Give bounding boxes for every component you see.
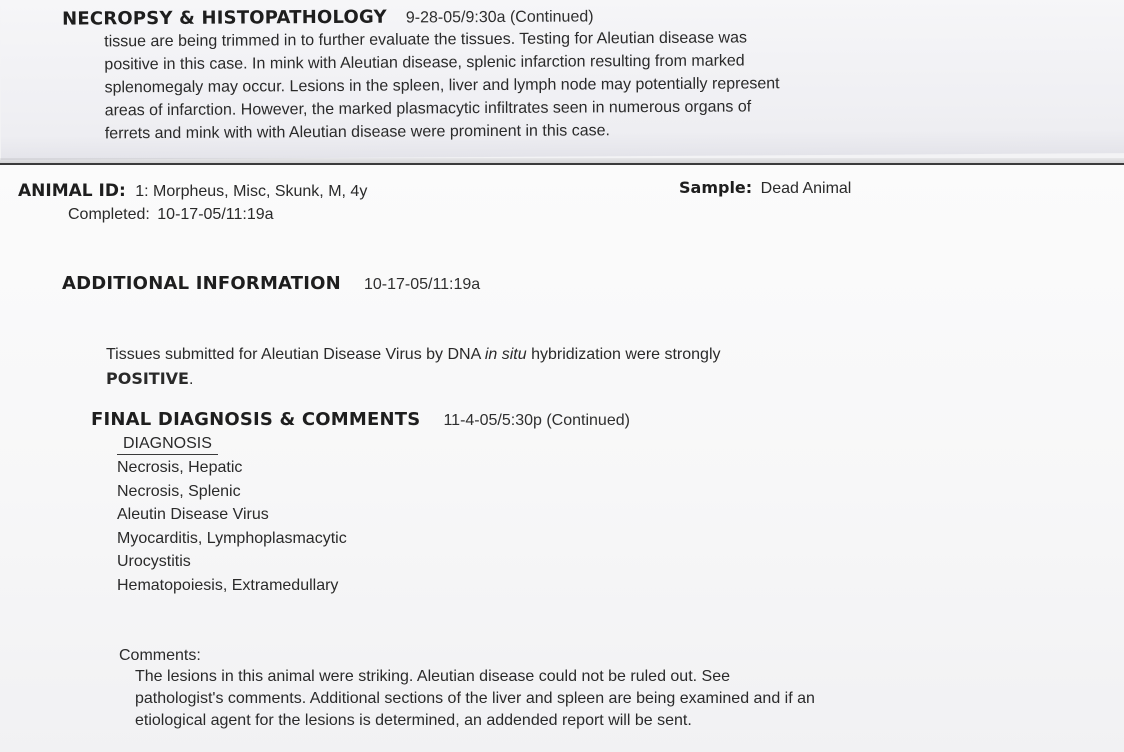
diagnosis-item: Hematopoiesis, Extramedullary <box>117 576 339 594</box>
necropsy-section-header <box>62 4 594 31</box>
additional-result: POSITIVE <box>106 369 189 388</box>
diagnosis-list <box>117 456 347 597</box>
animal-id-row <box>18 181 367 202</box>
sample-label: Sample: <box>679 178 753 197</box>
additional-result-line <box>106 369 193 390</box>
comments-text-line: etiological agent for the lesions is determined, an addended report will be sent. <box>135 712 692 729</box>
animal-id-value: 1: Morpheus, Misc, Skunk, M, 4y <box>135 183 368 200</box>
additional-section-header <box>62 272 480 296</box>
additional-text-start: Tissues submitted for Aleutian Disease Virus by DNA <box>106 346 485 363</box>
additional-text-end: hybridization were strongly <box>526 346 721 363</box>
diagnosis-item: Necrosis, Hepatic <box>117 459 243 476</box>
additional-title: ADDITIONAL INFORMATION <box>62 273 341 294</box>
diagnosis-item: Necrosis, Splenic <box>117 482 241 500</box>
additional-text-italic: in situ <box>484 346 527 363</box>
comments-label: Comments: <box>119 647 201 664</box>
necropsy-text-line: positive in this case. In mink with Aleutian disease, splenic infarction resulting from marked <box>104 52 745 74</box>
diagnosis-item: Urocystitis <box>117 553 191 570</box>
additional-text-line <box>106 345 721 365</box>
necropsy-text-line: splenomegaly may occur. Lesions in the spleen, liver and lymph node may potentially represent <box>104 75 780 97</box>
animal-id-label: ANIMAL ID: <box>18 181 126 201</box>
additional-result-suffix: . <box>188 371 194 388</box>
completed-value: 10-17-05/11:19a <box>157 206 274 223</box>
final-title: FINAL DIAGNOSIS & COMMENTS <box>91 409 421 430</box>
top-page-sheet <box>0 0 1124 160</box>
necropsy-text-line: tissue are being trimmed in to further evaluate the tissues. Testing for Aleutian disease was <box>104 29 748 51</box>
final-timestamp: 11-4-05/5:30p (Continued) <box>443 412 630 429</box>
sample-value: Dead Animal <box>760 180 852 197</box>
necropsy-timestamp: 9-28-05/9:30a (Continued) <box>405 8 594 27</box>
necropsy-title: NECROPSY & HISTOPATHOLOGY <box>62 6 387 30</box>
necropsy-text-line: ferrets and mink with with Aleutian disease were prominent in this case. <box>104 122 611 143</box>
completed-label: Completed: <box>68 206 150 223</box>
comments-text-line: pathologist's comments. Additional sections of the liver and spleen are being examined and if an <box>135 690 815 707</box>
diagnosis-item: Aleutin Disease Virus <box>117 506 269 523</box>
final-section-header <box>91 408 630 432</box>
necropsy-text-line: areas of infarction. However, the marked plasmacytic infiltrates seen in numerous organs of <box>104 98 752 120</box>
additional-timestamp: 10-17-05/11:19a <box>363 276 481 293</box>
diagnosis-label: DIAGNOSIS <box>117 434 218 455</box>
sample-row <box>679 178 851 199</box>
comments-text-line: The lesions in this animal were striking. Aleutian disease could not be ruled out. See <box>135 668 731 685</box>
completed-row <box>68 205 274 225</box>
diagnosis-item: Myocarditis, Lymphoplasmacytic <box>117 529 347 547</box>
